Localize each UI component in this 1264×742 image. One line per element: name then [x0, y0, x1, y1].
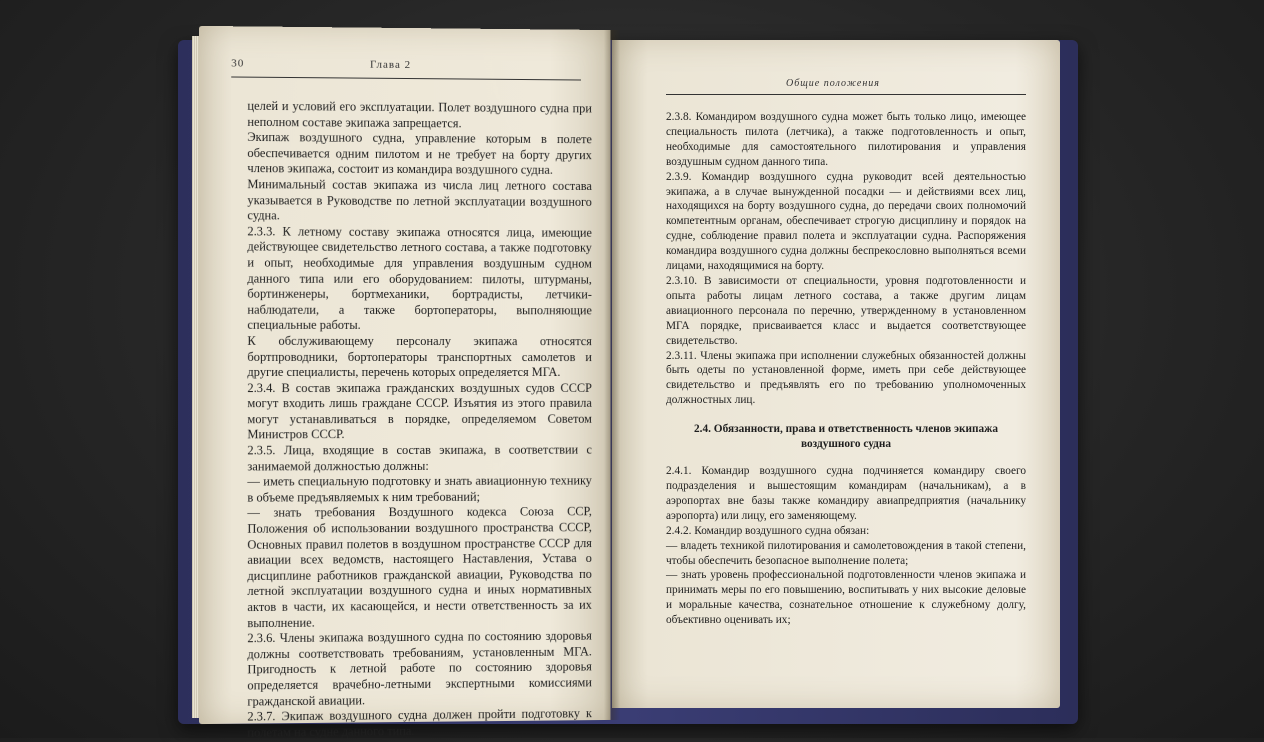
paragraph: 2.3.9. Командир воздушного судна руководит всей деятельностью экипажа, а в случае вынужденной посадки — и действиями всех лиц, находящихся на борту воздушного судна, до передачи своих полномочий компетентным органам, обеспечивает строгую дисциплину и порядок на судне, соблюдение правил полета и эксплуатации судна. Распоряжения командира воздушного судна должны беспрекословно выполняться всеми лицами, находящимися на борту.: [666, 170, 1026, 273]
paragraph: 2.3.5. Лица, входящие в состав экипажа, в соответствии с занимаемой должностью должны:: [247, 442, 592, 474]
paragraph: — знать требования Воздушного кодекса Союза ССР, Положения об использовании воздушного пространства СССР, Основных правил полетов в воздушном пространстве СССР для авиации всех ведомств, настоящего Наставления, Устава о дисциплине работников гражданской авиации, Руководства по летной эксплуатации воздушного судна и иных нормативных актов в части, их касающейся, и нести ответственность за их выполнение.: [247, 504, 592, 630]
right-page: [612, 40, 1060, 708]
header-rule: [666, 94, 1026, 95]
section-heading: 2.4. Обязанности, права и ответственность членов экипажа воздушного судна: [694, 423, 998, 451]
paragraph: К обслуживающему персоналу экипажа относятся бортпроводники, бортоператоры транспортных самолетов и другие специалисты, перечень которых определяется МГА.: [247, 333, 592, 380]
left-page: [199, 26, 611, 740]
paragraph: Минимальный состав экипажа из числа лиц летного состава указывается в Руководстве по летной эксплуатации воздушного судна.: [247, 177, 592, 223]
paragraph: 2.3.10. В зависимости от специальности, уровня подготовленности и опыта работы лицам летного состава, а также другим лицам авиационного персонала по перечню, утвержденному в установленном МГА порядке, присваивается класс и выдается соответствующее свидетельство.: [666, 274, 1026, 347]
paragraph: 2.4.2. Командир воздушного судна обязан:: [666, 524, 870, 537]
running-head-right: Общие положения: [786, 78, 880, 89]
page-number: 30: [231, 57, 245, 70]
paragraph: — иметь специальную подготовку и знать авиационную технику в объеме предъявляемых к ним требований;: [247, 473, 592, 505]
paragraph: 2.4.1. Командир воздушного судна подчиняется командиру своего подразделения и вышестоящим командирам (начальникам), а в аэропортах вне базы также командиру авиапредприятия (начальнику аэропорта) или лицу, его заменяющему.: [666, 465, 1026, 522]
paragraph: 2.3.8. Командиром воздушного судна может быть только лицо, имеющее специальность пилота (летчика), а также подготовленность и опыт, необходимые для самостоятельного пилотирования и управления воздушным судном данного типа.: [666, 111, 1026, 168]
header-rule: [231, 76, 581, 80]
running-head-left: Глава 2: [369, 58, 412, 72]
paragraph: Экипаж воздушного судна, управление которым в полете обеспечивается одним пилотом и не требует на борту других членов экипажа, состоит из командира воздушного судна.: [247, 130, 592, 178]
paragraph: 2.3.6. Члены экипажа воздушного судна по состоянию здоровья должны соответствовать требованиям, установленным МГА. Пригодность к летной работе по состоянию здоровья определяется врачебно-летными экспертными комиссиями гражданской авиации.: [247, 628, 592, 709]
paragraph: — знать уровень профессиональной подготовленности членов экипажа и принимать меры по его повышению, воспитывать у них высокие деловые и моральные качества, сознательное отношение к служебному долгу, объективно оценивать их;: [666, 569, 1026, 627]
paragraph: целей и условий его эксплуатации. Полет воздушного судна при неполном составе экипажа запрещается.: [247, 98, 592, 130]
left-text: [247, 99, 592, 741]
paragraph: — владеть техникой пилотирования и самолетовождения в такой степени, чтобы обеспечить безопасное выполнение полета;: [666, 539, 1026, 567]
book-gutter: [604, 30, 620, 720]
paragraph: 2.3.3. К летному составу экипажа относятся лица, имеющие действующее свидетельство летного состава, а также подготовку и опыт, необходимые для управления воздушным судном данного типа или его оборудованием: пилоты, штурманы, бортинженеры, бортмеханики, бортрадисты, летчики-наблюдатели, а также бортоператоры, выполняющие специальные работы.: [247, 224, 592, 333]
paragraph: 2.3.11. Члены экипажа при исполнении служебных обязанностей должны быть одеты по установленной форме, иметь при себе действующее свидетельство и предъявлять его по требованию уполномоченных должностных лиц.: [666, 349, 1026, 407]
paragraph: 2.3.4. В состав экипажа гражданских воздушных судов СССР могут входить лишь граждане СССР. Изъятия из этого правила могут устанавливаться в порядке, определяемом Советом Министров СССР.: [247, 380, 592, 442]
right-text: [666, 110, 1026, 628]
paragraph: 2.3.7. Экипаж воздушного судна должен пройти подготовку к полетам на судне данного типа.: [247, 706, 592, 740]
